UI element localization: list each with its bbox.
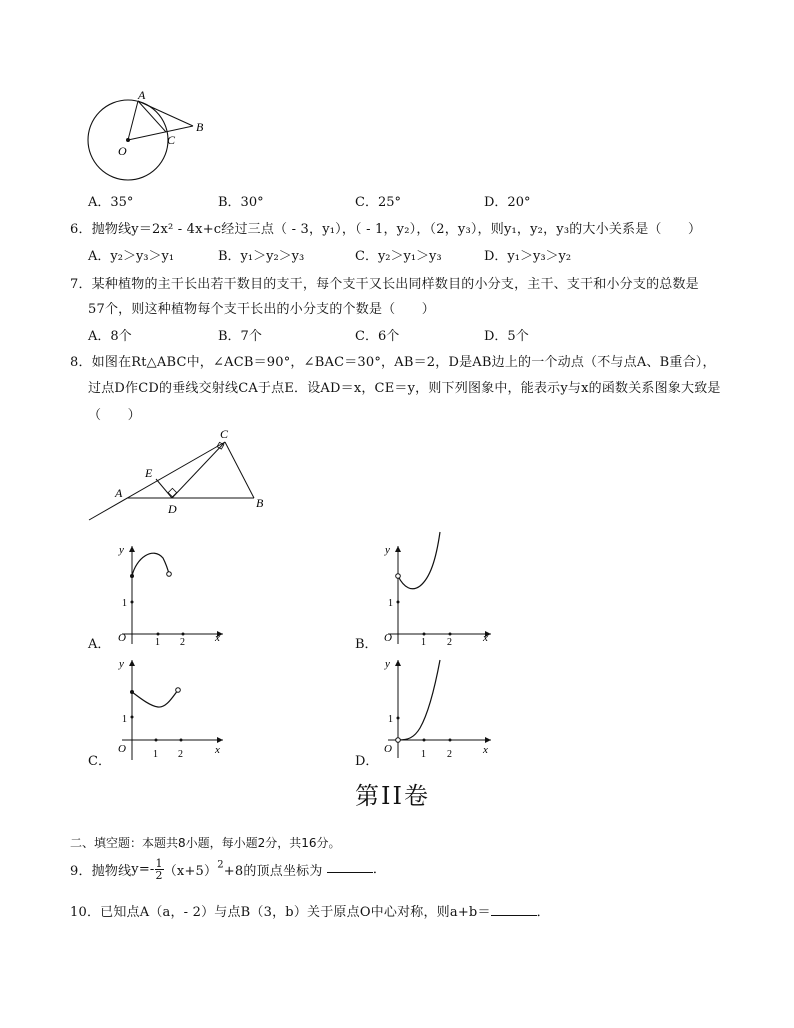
segment-ed bbox=[156, 479, 172, 498]
x-axis-arrow bbox=[485, 737, 491, 743]
graph-b[interactable] bbox=[374, 530, 499, 648]
graph-d-label[interactable]: D． bbox=[355, 754, 379, 769]
q5-option-d[interactable]: D．20° bbox=[484, 195, 531, 210]
x-tick-dot-1 bbox=[423, 633, 426, 636]
q9-fraction-denominator: 2 bbox=[155, 869, 163, 882]
y-axis-label: y bbox=[119, 658, 124, 670]
label-c: C bbox=[220, 427, 229, 441]
open-endpoint bbox=[396, 574, 401, 579]
q5-option-c[interactable]: C．25° bbox=[355, 195, 401, 210]
q9-tail: +8的顶点坐标为 bbox=[223, 864, 323, 879]
x-tick-dot-2 bbox=[182, 633, 185, 636]
q8-question-line3: （ ） bbox=[88, 408, 141, 423]
y-tick-dot bbox=[131, 716, 134, 719]
y-axis-label: y bbox=[385, 658, 390, 670]
q9-fraction-numerator: 1 bbox=[155, 857, 163, 870]
point-o bbox=[126, 138, 130, 142]
label-b: B bbox=[196, 120, 204, 134]
x-tick-dot-2 bbox=[449, 633, 452, 636]
origin-label: O bbox=[384, 743, 392, 755]
x-tick-dot-2 bbox=[449, 739, 452, 742]
curve bbox=[132, 690, 178, 707]
graph-a[interactable] bbox=[108, 538, 233, 648]
y-axis-arrow bbox=[395, 660, 401, 666]
graph-d[interactable] bbox=[374, 652, 499, 764]
x-axis-label: x bbox=[483, 632, 488, 644]
y-tick-1: 1 bbox=[122, 598, 127, 609]
q9-end: ． bbox=[372, 862, 387, 877]
q7-option-c[interactable]: C．6个 bbox=[355, 329, 400, 344]
graph-c-label[interactable]: C． bbox=[88, 754, 111, 769]
curve bbox=[398, 660, 440, 740]
curve bbox=[398, 532, 440, 589]
q7-question-line1: 7．某种植物的主干长出若干数目的支干，每个支干又长出同样数目的小分支，主干、支干和小分支的总数是 bbox=[70, 277, 699, 292]
label-a: A bbox=[115, 486, 123, 500]
open-endpoint bbox=[396, 738, 401, 743]
x-tick-1: 1 bbox=[153, 749, 158, 760]
segment-oc-b bbox=[128, 126, 193, 140]
x-axis-label: x bbox=[215, 632, 220, 644]
q6-option-b[interactable]: B．y₁＞y₂＞y₃ bbox=[218, 249, 305, 264]
origin-label: O bbox=[384, 632, 392, 644]
x-axis-label: x bbox=[215, 744, 220, 756]
curve bbox=[132, 553, 169, 576]
origin-label: O bbox=[118, 632, 126, 644]
open-endpoint bbox=[167, 572, 172, 577]
y-axis-label: y bbox=[119, 544, 124, 556]
x-tick-dot-2 bbox=[180, 739, 183, 742]
y-axis-arrow bbox=[129, 546, 135, 552]
closed-endpoint bbox=[130, 690, 134, 694]
q6-option-d[interactable]: D．y₁＞y₃＞y₂ bbox=[484, 249, 572, 264]
q7-option-b[interactable]: B．7个 bbox=[218, 329, 262, 344]
graph-c[interactable] bbox=[108, 654, 233, 764]
q8-question-line2: 过点D作CD的垂线交射线CA于点E．设AD＝x，CE＝y，则下列图象中，能表示y与x的函数关系图象大致是 bbox=[88, 381, 721, 396]
segment-oa bbox=[128, 101, 138, 140]
q6-option-a[interactable]: A．y₂＞y₃＞y₁ bbox=[88, 249, 175, 264]
y-tick-1: 1 bbox=[122, 714, 127, 725]
label-e: E bbox=[145, 466, 153, 480]
closed-endpoint bbox=[130, 574, 134, 578]
q5-option-a[interactable]: A．35° bbox=[88, 195, 134, 210]
q7-option-a[interactable]: A．8个 bbox=[88, 329, 132, 344]
triangle-figure bbox=[82, 422, 282, 526]
label-c: C bbox=[167, 133, 176, 147]
y-tick-dot bbox=[397, 717, 400, 720]
graph-a-label[interactable]: A． bbox=[88, 637, 111, 652]
y-tick-dot bbox=[397, 601, 400, 604]
x-tick-2: 2 bbox=[447, 749, 452, 760]
q7-option-d[interactable]: D．5个 bbox=[484, 329, 529, 344]
fill-in-section-heading: 二、填空题：本题共8小题，每小题2分，共16分。 bbox=[70, 836, 341, 850]
x-tick-2: 2 bbox=[178, 749, 183, 760]
y-axis-arrow bbox=[395, 546, 401, 552]
y-tick-dot bbox=[131, 601, 134, 604]
x-tick-dot-1 bbox=[155, 739, 158, 742]
segment-ab bbox=[138, 101, 193, 126]
y-tick-1: 1 bbox=[388, 598, 393, 609]
graph-b-label[interactable]: B． bbox=[355, 637, 378, 652]
q9-answer-blank[interactable] bbox=[327, 860, 373, 873]
q9-lhs: y=- bbox=[131, 862, 155, 877]
q9-exponent: 2 bbox=[217, 859, 224, 871]
q9-question bbox=[70, 858, 386, 881]
q6-question: 6．抛物线y＝2x² - 4x+c经过三点（ - 3，y₁），（ - 1，y₂），（2，y₃），则y₁，y₂，y₃的大小关系是（ ） bbox=[70, 222, 702, 237]
q9-prefix: 9．抛物线 bbox=[70, 864, 132, 879]
x-tick-2: 2 bbox=[180, 637, 185, 648]
section-title: 第II卷 bbox=[355, 782, 430, 810]
ray-ca bbox=[89, 442, 225, 520]
q10-end: ． bbox=[536, 905, 550, 920]
q7-question-line2: 57个，则这种植物每个支干长出的小分支的个数是（ ） bbox=[88, 302, 435, 317]
segment-ac bbox=[138, 101, 166, 132]
label-a: A bbox=[138, 88, 146, 102]
q8-question-line1: 8．如图在Rt△ABC中，∠ACB＝90°，∠BAC＝30°，AB＝2，D是AB边上的一个动点（不与点A、B重合）， bbox=[70, 355, 716, 370]
segment-cd bbox=[172, 442, 225, 498]
q5-option-b[interactable]: B．30° bbox=[218, 195, 264, 210]
circle-tangent-figure bbox=[80, 88, 220, 188]
x-axis-label: x bbox=[483, 744, 488, 756]
x-tick-1: 1 bbox=[155, 637, 160, 648]
label-o: O bbox=[118, 144, 127, 158]
x-tick-dot-1 bbox=[157, 633, 160, 636]
y-tick-1: 1 bbox=[388, 714, 393, 725]
x-tick-2: 2 bbox=[447, 637, 452, 648]
label-b: B bbox=[256, 496, 264, 510]
q9-fraction bbox=[155, 858, 164, 881]
x-tick-dot-1 bbox=[423, 739, 426, 742]
y-axis-arrow bbox=[129, 660, 135, 666]
x-tick-1: 1 bbox=[421, 749, 426, 760]
q9-paren: （x+5） bbox=[163, 864, 218, 879]
q10-answer-blank[interactable] bbox=[491, 903, 537, 916]
q10-question bbox=[70, 901, 550, 920]
open-endpoint bbox=[176, 688, 181, 693]
q10-text: 10．已知点A（a，- 2）与点B（3，b）关于原点O中心对称，则a+b＝ bbox=[70, 905, 491, 920]
y-axis-label: y bbox=[385, 544, 390, 556]
x-tick-1: 1 bbox=[421, 637, 426, 648]
x-axis-arrow bbox=[217, 737, 223, 743]
segment-cb bbox=[225, 442, 254, 498]
origin-label: O bbox=[118, 743, 126, 755]
q6-option-c[interactable]: C．y₂＞y₁＞y₃ bbox=[355, 249, 442, 264]
label-d: D bbox=[168, 502, 177, 516]
